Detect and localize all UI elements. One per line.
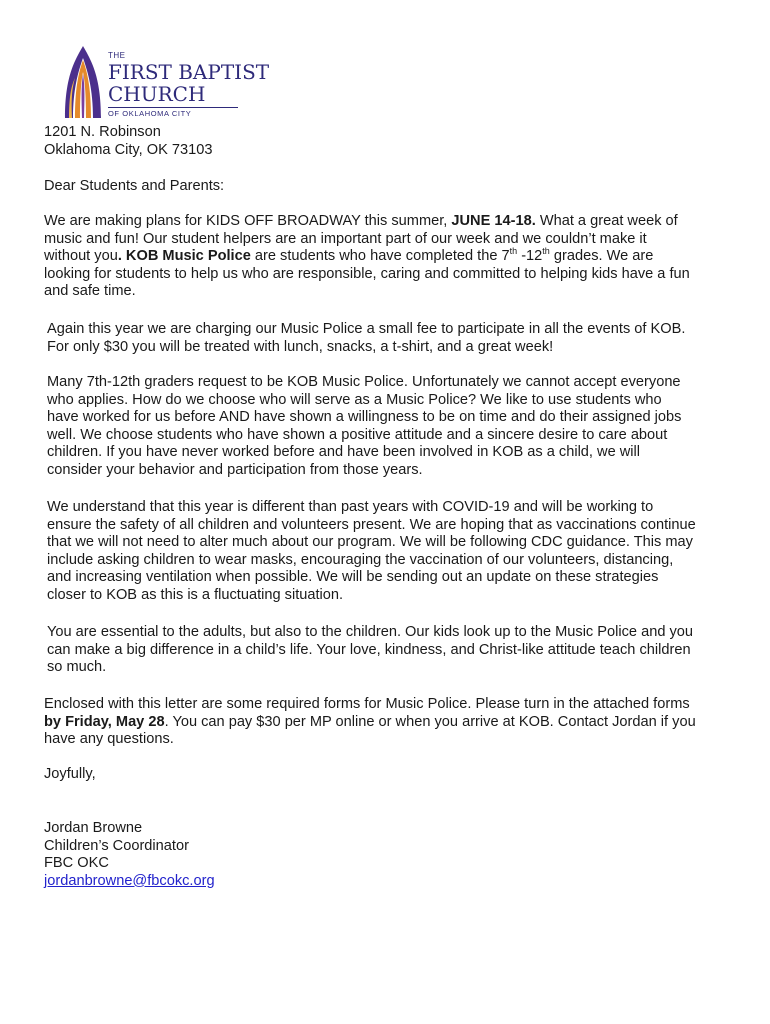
paragraph-forms xyxy=(44,696,696,749)
paragraph-line: We are making plans for KIDS OFF BROADWAY this summer, JUNE 14-18. What a great week of xyxy=(44,213,678,229)
paragraph-line: have worked for us before AND have shown a willingness to be on time and do their assigned jobs xyxy=(47,409,682,426)
paragraph-line: Many 7th-12th graders request to be KOB Music Police. Unfortunately we cannot accept everyone xyxy=(47,374,681,390)
address-city: Oklahoma City, OK 73103 xyxy=(44,141,213,158)
paragraph-line: that we will not need to alter much about our program. We will be following CDC guidance. This may xyxy=(47,534,693,551)
address-block xyxy=(44,124,212,159)
paragraph-line: well. We choose students who have shown a positive attitude and a sincere desire to care about xyxy=(47,426,668,443)
logo-church: CHURCH xyxy=(108,82,206,106)
deadline-date: by Friday, May 28 xyxy=(44,713,165,730)
paragraph-line: ensure the safety of all children and volunteers present. We are hoping that as vaccinations continue xyxy=(47,516,696,533)
paragraph-line: can make a big difference in a child’s life. Your love, kindness, and Christ-like attitude teach children xyxy=(47,641,691,658)
paragraph-line: and safe time. xyxy=(44,283,136,300)
paragraph-line: consider your behavior and participation from those years. xyxy=(47,461,423,478)
paragraph-line: children. If you have never worked before and have been involved in KOB as a child, we will xyxy=(47,444,641,461)
paragraph-line: closer to KOB as this is a fluctuating situation. xyxy=(47,586,344,603)
logo-divider xyxy=(108,107,238,108)
logo-the: THE xyxy=(108,51,126,60)
signature-block xyxy=(44,820,215,890)
paragraph-line: music and fun! Our student helpers are an important part of our week and we couldn’t make it xyxy=(44,230,647,247)
paragraph-selection xyxy=(47,374,681,480)
paragraph-line: looking for students to help us who are responsible, caring and committed to helping kids have a fun xyxy=(44,265,690,282)
paragraph-intro xyxy=(44,213,690,301)
paragraph-line: have any questions. xyxy=(44,731,174,748)
kob-music-police: . KOB Music Police xyxy=(117,248,251,265)
salutation: Dear Students and Parents: xyxy=(44,178,225,194)
paragraph-line: We understand that this year is different than past years with COVID-19 and will be working to xyxy=(47,499,654,515)
paragraph-line: For only $30 you will be treated with lunch, snacks, a t-shirt, and a great week! xyxy=(47,338,554,355)
church-spire-icon xyxy=(58,44,108,120)
paragraph-essential xyxy=(47,624,693,677)
paragraph-line: Enclosed with this letter are some required forms for Music Police. Please turn in the attached forms xyxy=(44,696,690,712)
logo-first-baptist: FIRST BAPTIST xyxy=(108,60,270,84)
paragraph-line: and increasing ventilation when possible. We will be sending out an update on these strategies xyxy=(47,569,659,586)
event-dates: JUNE 14-18. xyxy=(451,213,536,229)
signer-name: Jordan Browne xyxy=(44,820,143,836)
paragraph-fee xyxy=(47,321,685,356)
paragraph-line: You are essential to the adults, but also to the children. Our kids look up to the Music Police and you xyxy=(47,624,694,640)
paragraph-line: Again this year we are charging our Music Police a small fee to participate in all the events of KOB. xyxy=(47,321,686,337)
signer-org: FBC OKC xyxy=(44,855,109,872)
address-street: 1201 N. Robinson xyxy=(44,124,161,140)
signer-title: Children’s Coordinator xyxy=(44,837,189,854)
email-link[interactable]: jordanbrowne@fbcokc.org xyxy=(44,872,215,889)
paragraph-line: who applies. How do we choose who will serve as a Music Police? We like to use students who xyxy=(47,391,662,408)
closing: Joyfully, xyxy=(44,766,96,782)
paragraph-line: include asking children to wear masks, encouraging the vaccination of our volunteers, distancing, xyxy=(47,551,674,568)
logo-city: OF OKLAHOMA CITY xyxy=(108,109,192,118)
paragraph-line: so much. xyxy=(47,659,107,676)
paragraph-line: by Friday, May 28. You can pay $30 per MP online or when you arrive at KOB. Contact Jordan if you xyxy=(44,713,696,730)
paragraph-covid xyxy=(47,499,696,605)
church-logo xyxy=(58,44,270,122)
paragraph-line: without you. KOB Music Police are students who have completed the 7th -12th grades. We are xyxy=(44,246,654,265)
